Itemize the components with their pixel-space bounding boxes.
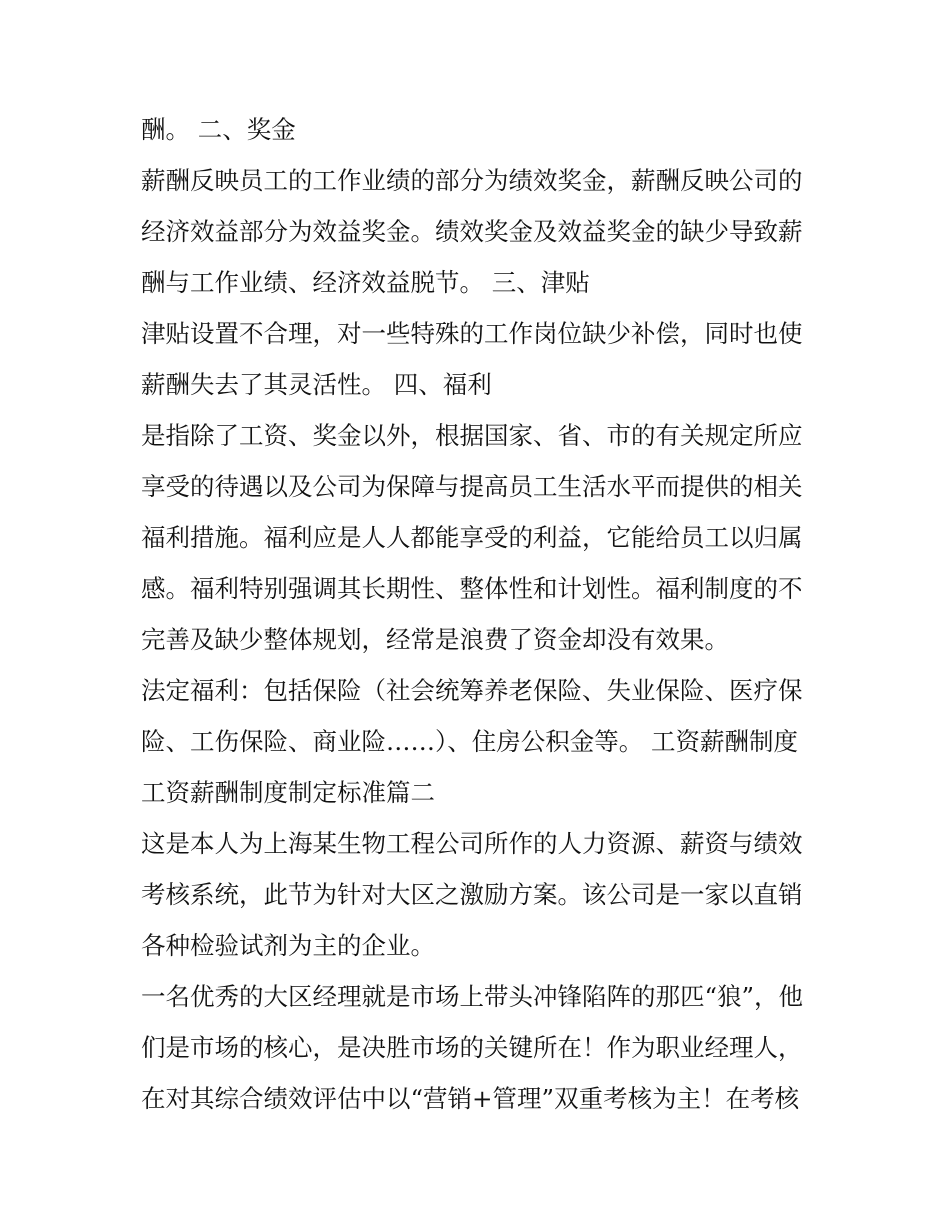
text-line: 这是本人为上海某生物工程公司所作的人力资源、薪资与绩效	[141, 829, 803, 858]
text-line: 经济效益部分为效益奖金。绩效奖金及效益奖金的缺少导致薪	[141, 217, 803, 246]
text-line: 各种检验试剂为主的企业。	[141, 931, 435, 960]
text-line: 享受的待遇以及公司为保障与提高员工生活水平而提供的相关	[141, 472, 803, 501]
document-body	[141, 108, 821, 1128]
section-heading: 工资薪酬制度制定标准篇二	[141, 778, 435, 807]
text-line: 在对其综合绩效评估中以“营销+管理”双重考核为主！在考核	[141, 1084, 800, 1113]
text-line: 感。福利特别强调其长期性、整体性和计划性。福利制度的不	[141, 574, 803, 603]
text-line: 酬。 二、奖金	[141, 115, 296, 144]
text-line: 考核系统，此节为针对大区之激励方案。该公司是一家以直销	[141, 880, 803, 909]
text-line: 酬与工作业绩、经济效益脱节。 三、津贴	[141, 268, 590, 297]
text-line: 薪酬失去了其灵活性。 四、福利	[141, 370, 492, 399]
text-line: 险、工伤保险、商业险……）、住房公积金等。 工资薪酬制度	[141, 727, 799, 756]
text-line: 是指除了工资、奖金以外，根据国家、省、市的有关规定所应	[141, 421, 803, 450]
text-line: 法定福利：包括保险（社会统筹养老保险、失业保险、医疗保	[141, 676, 803, 705]
text-line: 薪酬反映员工的工作业绩的部分为绩效奖金，薪酬反映公司的	[141, 166, 803, 195]
text-line: 们是市场的核心，是决胜市场的关键所在！作为职业经理人，	[141, 1033, 803, 1062]
text-line: 福利措施。福利应是人人都能享受的利益，它能给员工以归属	[141, 523, 803, 552]
text-line: 津贴设置不合理，对一些特殊的工作岗位缺少补偿，同时也使	[141, 319, 803, 348]
text-line: 一名优秀的大区经理就是市场上带头冲锋陷阵的那匹“狼”，他	[141, 982, 804, 1011]
text-line: 完善及缺少整体规划，经常是浪费了资金却没有效果。	[141, 625, 729, 654]
